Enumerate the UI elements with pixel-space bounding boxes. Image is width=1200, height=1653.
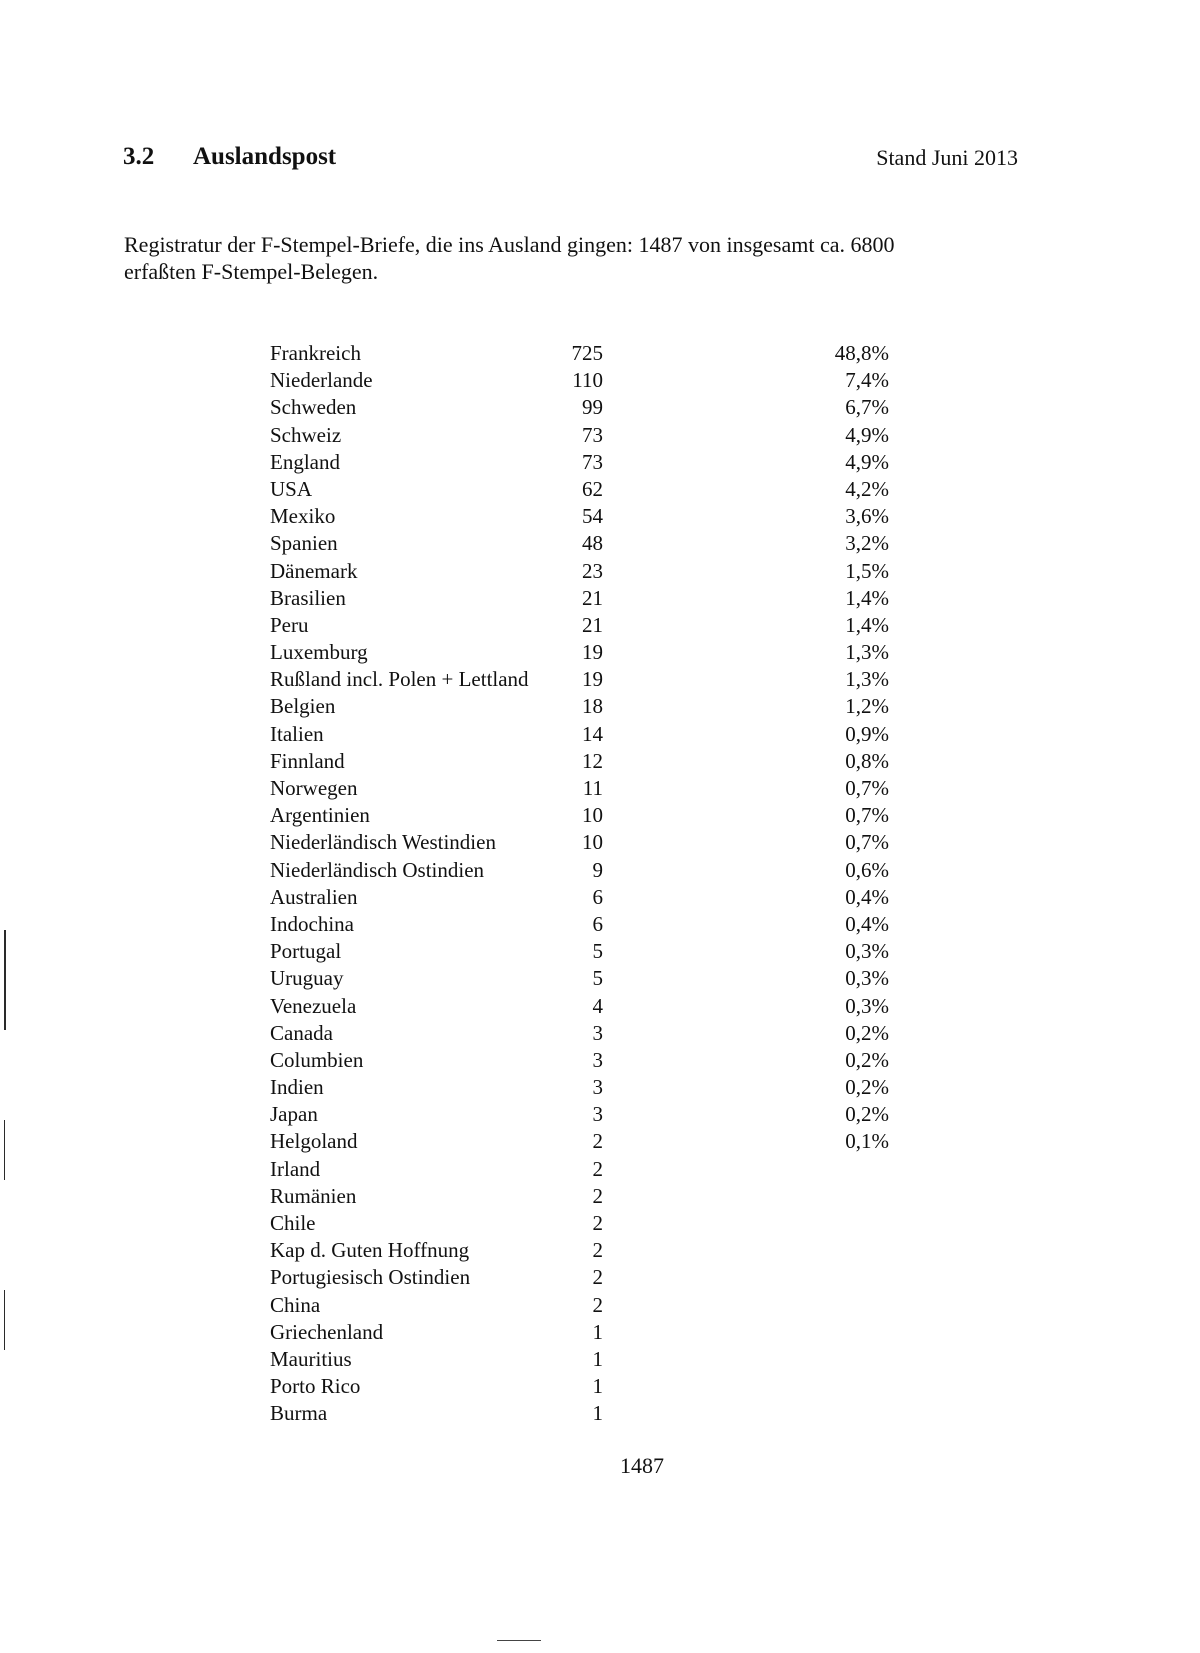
country-table xyxy=(270,340,890,1428)
percent-share: 4,9% xyxy=(845,422,889,447)
scan-edge-mark xyxy=(4,930,6,1030)
table-row xyxy=(270,1292,890,1319)
letter-count: 110 xyxy=(572,368,603,393)
country-name: Indochina xyxy=(270,911,354,936)
table-row xyxy=(270,1047,890,1074)
country-name: Venezuela xyxy=(270,993,357,1018)
section-number: 3.2 xyxy=(123,143,155,170)
percent-share: 6,7% xyxy=(845,395,889,420)
table-row xyxy=(270,857,890,884)
country-name: Niederländisch Westindien xyxy=(270,830,496,855)
percent-share: 0,7% xyxy=(845,830,889,855)
table-row xyxy=(270,938,890,965)
country-name: Peru xyxy=(270,612,309,637)
percent-share: 0,2% xyxy=(845,1102,889,1127)
letter-count: 10 xyxy=(582,803,603,828)
table-row xyxy=(270,721,890,748)
table-row xyxy=(270,394,890,421)
letter-count: 4 xyxy=(592,993,603,1018)
percent-share: 0,7% xyxy=(845,776,889,800)
percent-share: 4,9% xyxy=(845,449,889,474)
percent-share: 0,3% xyxy=(845,939,889,964)
table-row xyxy=(270,993,890,1020)
letter-count: 2 xyxy=(592,1183,603,1208)
percent-share: 4,2% xyxy=(845,476,889,501)
letter-count: 3 xyxy=(592,1102,603,1127)
country-name: Griechenland xyxy=(270,1319,384,1344)
section-title: Auslandspost xyxy=(193,143,337,170)
letter-count: 3 xyxy=(592,1075,603,1100)
intro-line-1: Registratur der F-Stempel-Briefe, die ins Ausland gingen: 1487 von insgesamt ca. 6800 xyxy=(124,232,895,257)
country-name: Schweiz xyxy=(270,422,342,447)
percent-share: 1,3% xyxy=(845,640,889,665)
letter-count: 18 xyxy=(582,694,603,719)
table-row xyxy=(270,476,890,503)
table-row xyxy=(270,829,890,856)
table-row xyxy=(270,1020,890,1047)
country-name: Brasilien xyxy=(270,585,346,610)
letter-count: 19 xyxy=(582,640,603,665)
intro-paragraph xyxy=(124,231,1004,285)
table-row xyxy=(270,530,890,557)
country-name: Mauritius xyxy=(270,1346,352,1371)
letter-count: 73 xyxy=(582,449,603,474)
country-name: Portugal xyxy=(270,939,342,964)
percent-share: 1,2% xyxy=(845,694,889,719)
letter-count: 1 xyxy=(592,1319,603,1344)
letter-count: 725 xyxy=(571,341,603,365)
country-name: Spanien xyxy=(270,531,338,556)
country-name: Dänemark xyxy=(270,558,358,583)
country-name: Columbien xyxy=(270,1047,364,1072)
section-heading xyxy=(123,143,1018,179)
country-name: Canada xyxy=(270,1020,333,1045)
country-name: Porto Rico xyxy=(270,1374,361,1399)
total-count: 1487 xyxy=(620,1453,664,1478)
table-row xyxy=(270,911,890,938)
country-name: Chile xyxy=(270,1211,316,1235)
country-name: Helgoland xyxy=(270,1129,358,1154)
country-name: Schweden xyxy=(270,395,357,420)
table-row xyxy=(270,748,890,775)
percent-share: 0,9% xyxy=(845,721,889,746)
table-row xyxy=(270,666,890,693)
country-name: Rumänien xyxy=(270,1183,357,1208)
letter-count: 21 xyxy=(582,585,603,610)
letter-count: 2 xyxy=(592,1129,603,1154)
percent-share: 0,2% xyxy=(845,1075,889,1100)
table-row xyxy=(270,1319,890,1346)
table-row xyxy=(270,340,890,367)
percent-share: 3,6% xyxy=(845,504,889,529)
table-row xyxy=(270,965,890,992)
letter-count: 3 xyxy=(592,1020,603,1045)
country-name: Niederlande xyxy=(270,368,373,393)
percent-share: 0,4% xyxy=(845,911,889,936)
intro-line-2: erfaßten F-Stempel-Belegen. xyxy=(124,259,379,284)
letter-count: 62 xyxy=(582,476,603,501)
country-name: Uruguay xyxy=(270,966,344,991)
country-name: Norwegen xyxy=(270,776,358,800)
scan-edge-mark xyxy=(4,1290,5,1350)
scan-edge-mark xyxy=(4,1120,5,1180)
letter-count: 6 xyxy=(592,911,603,936)
percent-share: 1,4% xyxy=(845,612,889,637)
table-row xyxy=(270,585,890,612)
percent-share: 3,2% xyxy=(845,531,889,556)
letter-count: 14 xyxy=(582,721,603,746)
percent-share: 1,5% xyxy=(845,558,889,583)
letter-count: 1 xyxy=(592,1346,603,1371)
percent-share: 0,3% xyxy=(845,993,889,1018)
letter-count: 73 xyxy=(582,422,603,447)
table-row xyxy=(270,639,890,666)
table-row xyxy=(270,612,890,639)
table-row xyxy=(270,503,890,530)
percent-share: 1,3% xyxy=(845,667,889,692)
percent-share: 0,7% xyxy=(845,803,889,828)
letter-count: 2 xyxy=(592,1292,603,1317)
table-row xyxy=(270,1183,890,1210)
country-name: Rußland incl. Polen + Lettland xyxy=(270,667,529,692)
percent-share: 0,2% xyxy=(845,1047,889,1072)
country-name: Australien xyxy=(270,884,358,909)
table-row xyxy=(270,1373,890,1400)
table-row xyxy=(270,1346,890,1373)
table-row xyxy=(270,422,890,449)
country-name: Kap d. Guten Hoffnung xyxy=(270,1238,470,1263)
letter-count: 1 xyxy=(592,1401,603,1426)
letter-count: 9 xyxy=(592,857,603,882)
country-name: Burma xyxy=(270,1401,328,1426)
letter-count: 2 xyxy=(592,1265,603,1290)
table-row xyxy=(270,1264,890,1291)
letter-count: 10 xyxy=(582,830,603,855)
percent-share: 0,4% xyxy=(845,884,889,909)
letter-count: 2 xyxy=(592,1238,603,1263)
table-row xyxy=(270,1101,890,1128)
table-row xyxy=(270,1074,890,1101)
table-row xyxy=(270,693,890,720)
table-row xyxy=(270,1210,890,1237)
table-row xyxy=(270,558,890,585)
letter-count: 19 xyxy=(582,667,603,692)
table-row xyxy=(270,449,890,476)
table-row xyxy=(270,802,890,829)
letter-count: 5 xyxy=(592,966,603,991)
country-name: China xyxy=(270,1292,321,1317)
country-name: England xyxy=(270,449,340,474)
country-name: USA xyxy=(270,476,313,501)
percent-share: 48,8% xyxy=(834,341,889,365)
letter-count: 11 xyxy=(582,776,603,800)
letter-count: 21 xyxy=(582,612,603,637)
stand-date: Stand Juni 2013 xyxy=(876,145,1018,170)
table-row xyxy=(270,367,890,394)
table-row xyxy=(270,1156,890,1183)
letter-count: 99 xyxy=(582,395,603,420)
letter-count: 12 xyxy=(582,748,603,773)
letter-count: 1 xyxy=(592,1374,603,1399)
percent-share: 0,3% xyxy=(845,966,889,991)
percent-share: 0,8% xyxy=(845,748,889,773)
page-rule xyxy=(497,1640,541,1641)
country-name: Argentinien xyxy=(270,803,370,828)
letter-count: 5 xyxy=(592,939,603,964)
country-name: Portugiesisch Ostindien xyxy=(270,1265,471,1290)
letter-count: 2 xyxy=(592,1156,603,1181)
country-name: Indien xyxy=(270,1075,324,1100)
country-name: Luxemburg xyxy=(270,640,368,665)
letter-count: 54 xyxy=(582,504,603,529)
percent-share: 0,6% xyxy=(845,857,889,882)
table-row xyxy=(270,1400,890,1427)
country-name: Italien xyxy=(270,721,324,746)
percent-share: 0,1% xyxy=(845,1129,889,1154)
table-row xyxy=(270,1237,890,1264)
country-name: Irland xyxy=(270,1156,321,1181)
country-name: Frankreich xyxy=(270,341,361,365)
country-name: Belgien xyxy=(270,694,336,719)
table-row xyxy=(270,884,890,911)
country-name: Mexiko xyxy=(270,504,336,529)
percent-share: 0,2% xyxy=(845,1020,889,1045)
letter-count: 2 xyxy=(592,1211,603,1235)
letter-count: 48 xyxy=(582,531,603,556)
percent-share: 7,4% xyxy=(845,368,889,393)
table-row xyxy=(270,1128,890,1155)
letter-count: 23 xyxy=(582,558,603,583)
letter-count: 3 xyxy=(592,1047,603,1072)
table-row xyxy=(270,775,890,802)
letter-count: 6 xyxy=(592,884,603,909)
country-name: Japan xyxy=(270,1102,318,1127)
country-name: Niederländisch Ostindien xyxy=(270,857,485,882)
percent-share: 1,4% xyxy=(845,585,889,610)
country-name: Finnland xyxy=(270,748,345,773)
